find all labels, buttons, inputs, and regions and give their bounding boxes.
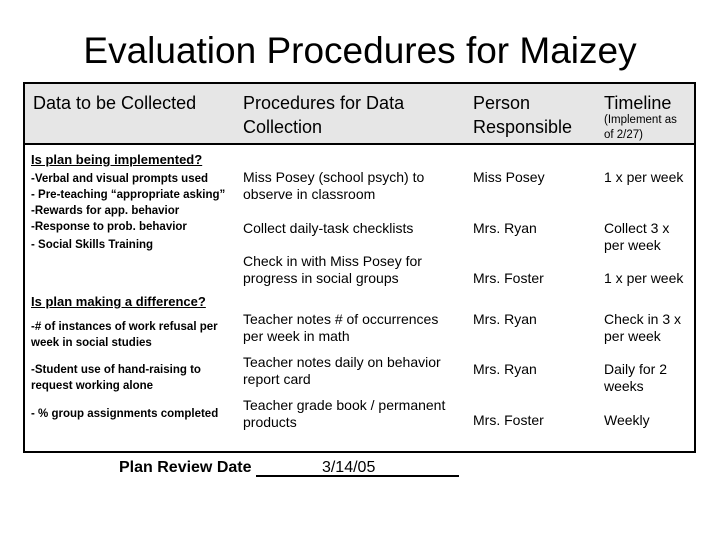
procedure-cell: Teacher notes # of occurrences per week in math xyxy=(243,311,439,344)
data-cell: - % group assignments completed xyxy=(31,408,219,420)
data-item: -Rewards for app. behavior xyxy=(31,205,180,217)
data-list-implemented xyxy=(31,171,231,253)
person-cell: Mrs. Foster xyxy=(473,412,544,428)
person-cell: Miss Posey xyxy=(473,169,545,185)
data-item: -Response to prob. behavior xyxy=(31,221,187,233)
review-date-value: 3/14/05 xyxy=(321,459,376,476)
data-cell: -# of instances of work refusal per week in social studies xyxy=(31,321,218,349)
procedure-cell: Teacher notes daily on behavior report card xyxy=(243,354,441,387)
procedure-cell: Miss Posey (school psych) to observe in classroom xyxy=(243,169,425,202)
header-data-to-be-collected: Data to be Collected xyxy=(33,93,197,113)
data-item: -Verbal and visual prompts used xyxy=(31,173,209,185)
procedure-cell: Teacher grade book / permanent products xyxy=(243,397,446,430)
person-cell: Mrs. Ryan xyxy=(473,311,537,327)
header-timeline-note: (Implement as of 2/27) xyxy=(604,114,677,141)
timeline-cell: Check in 3 x per week xyxy=(604,311,682,344)
plan-review-label: Plan Review Date xyxy=(119,459,252,476)
procedure-cell: Check in with Miss Posey for progress in social groups xyxy=(243,253,422,286)
data-cell: -Student use of hand-raising to request working alone xyxy=(31,364,201,392)
timeline-cell: Weekly xyxy=(604,412,650,428)
section-label-difference: Is plan making a difference? xyxy=(31,294,206,309)
timeline-cell: 1 x per week xyxy=(604,270,684,286)
data-item: - Pre-teaching “appropriate asking” xyxy=(31,189,226,201)
review-date-field xyxy=(256,459,459,477)
plan-review-date xyxy=(119,459,459,477)
person-cell: Mrs. Ryan xyxy=(473,220,537,236)
procedure-cell: Collect daily-task checklists xyxy=(243,220,414,236)
evaluation-table xyxy=(23,82,696,453)
timeline-cell: Collect 3 x per week xyxy=(604,220,670,253)
header-timeline: Timeline xyxy=(604,93,672,113)
data-item: - Social Skills Training xyxy=(31,239,154,251)
section-label-implemented: Is plan being implemented? xyxy=(31,152,203,167)
person-cell: Mrs. Ryan xyxy=(473,361,537,377)
header-person-responsible: Person Responsible xyxy=(473,93,573,137)
page-title: Evaluation Procedures for Maizey xyxy=(83,30,637,71)
person-cell: Mrs. Foster xyxy=(473,270,544,286)
timeline-cell: Daily for 2 weeks xyxy=(604,361,668,394)
timeline-cell: 1 x per week xyxy=(604,169,684,185)
header-procedures: Procedures for Data Collection xyxy=(243,93,405,137)
